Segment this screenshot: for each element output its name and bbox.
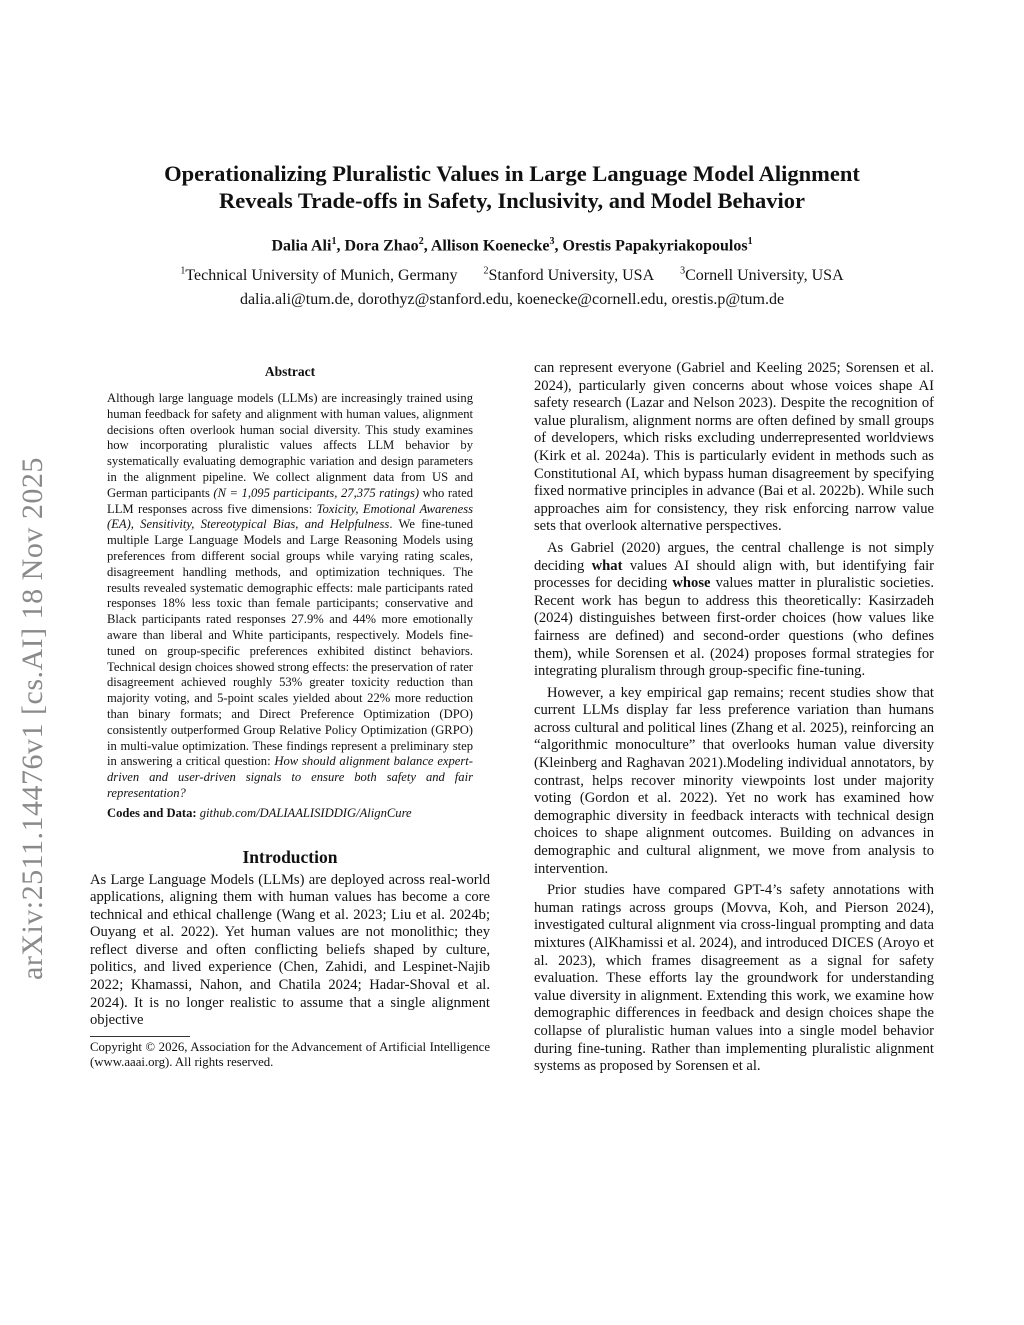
author-separator: , <box>554 237 563 255</box>
abstract-text: Although large language models (LLMs) are increasingly trained using human feedback for safety and alignment with human values, alignment decisions often overlook human social diversity. This study examines how incorporating pluralistic values affects LLM behavior by systematically evaluating demographic variation and design parameters in the alignment pipeline. We collect alignment data from US and German participants <box>107 391 473 500</box>
affiliation <box>680 267 844 284</box>
abstract-paragraph <box>107 391 473 802</box>
body-bold-text: what <box>591 557 623 574</box>
abstract-italic-text: Toxicity, Emotional Awareness (EA), Sensitivity, Stereotypical Bias, and Helpfulness <box>107 501 473 532</box>
author-name: Allison Koenecke <box>430 237 550 255</box>
abstract-italic-text: (N = 1,095 participants, 27,375 ratings) <box>213 485 420 500</box>
abstract-italic-text: How should alignment balance expert-driven and user-driven signals to ensure both safety and fair representation? <box>107 754 473 800</box>
author-affil-mark: 1 <box>747 236 753 247</box>
author-name: Dora Zhao <box>344 237 419 255</box>
title-line-2: Reveals Trade-offs in Safety, Inclusivity, and Model Behavior <box>218 188 806 213</box>
body-bold-text: whose <box>672 575 711 592</box>
author-separator: , <box>336 237 345 255</box>
affiliation-mark: 1 <box>180 265 186 277</box>
codes-and-data <box>107 806 473 822</box>
introduction-right-body <box>534 360 934 1076</box>
abstract-body <box>107 391 473 802</box>
affiliation-list <box>100 260 924 285</box>
title-block <box>100 160 924 310</box>
author-emails: dalia.ali@tum.de, dorothyz@stanford.edu, koenecke@cornell.edu, orestis.p@tum.de <box>239 290 785 308</box>
title-line-1: Operationalizing Pluralistic Values in Large Language Model Alignment <box>164 161 860 186</box>
author-list <box>100 232 924 256</box>
affiliation-mark: 2 <box>483 265 489 277</box>
abstract-text: who rated LLM responses across five dimensions: <box>107 485 473 516</box>
affiliation-name: Technical University of Munich, Germany <box>185 266 458 284</box>
abstract-text: . We fine-tuned multiple Large Language Models and Large Reasoning Models using preferences from different social groups while varying rating scales, disagreement handling methods, and optimization techniques. The results revealed systematic demographic effects: male participants rated responses 18% less toxic than female participants; conservative and Black participants rated responses 27.9% and 44% more emotionally aware than liberal and White participants, respectively. Models fine-tuned on group-specific preferences exhibited distinct behaviors. Technical design choices showed strong effects: the preservation of rater disagreement achieved roughly 53% greater toxicity reduction than majority voting, and 5-point scales yielded about 22% more reduction than binary formats; and Direct Preference Optimization (DPO) consistently outperformed Group Relative Policy Optimization (GRPO) in multi-value optimization. These findings represent a preliminary step in answering a critical question: <box>107 517 473 769</box>
body-paragraph: As Large Language Models (LLMs) are deployed across real-world applications, aligning them with human values has become a core technical and ethical challenge (Wang et al. 2023; Liu et al. 2024b; Ouyang et al. 2022). Yet human values are not monolithic; they reflect diverse and often conflicting beliefs shaped by culture, politics, and lived experience (Chen, Zahidi, and Lespinet-Najib 2022; Khamassi, Nahon, and Chatila 2024; Hadar-Shoval et al. 2024). It is no longer realistic to assume that a single alignment objective <box>90 871 490 1029</box>
introduction-heading: Introduction <box>242 846 338 867</box>
arxiv-side-label: arXiv:2511.14476v1 [cs.AI] 18 Nov 2025 <box>16 457 49 980</box>
copyright-footnote: Copyright © 2026, Association for the Advancement of Artificial Intelligence (www.aaai.org). All rights reserved. <box>90 1039 490 1070</box>
affiliation-name: Cornell University, USA <box>685 266 844 284</box>
body-text: As Gabriel (2020) argues, the central challenge is not simply deciding <box>534 539 934 574</box>
body-text: values matter in pluralistic societies. Recent work has begun to address this theoretically: Kasirzadeh (2024) distinguishes between first-order choices (how values like fairness are defined) and second-order questions (who defines them), while Sorensen et al. (2024) proposes formal strategies for integrating pluralism through group-specific fine-tuning. <box>534 575 934 680</box>
left-column <box>90 360 490 1071</box>
paper-title <box>100 160 924 214</box>
body-paragraph: However, a key empirical gap remains; recent studies show that current LLMs display far less preference variation than humans across cultural and political lines (Zhang et al. 2025), reinforcing an “algorithmic monoculture” that overlooks human value diversity (Kleinberg and Raghavan 2021).Modeling individual annotators, by contrast, helps recover minority viewpoints lost under majority voting (Gordon et al. 2022). Yet no work has examined how demographic diversity in feedback interacts with technical design choices to shape alignment outcomes. Building on advances in demographic and cultural alignment, we move from analysis to intervention. <box>534 684 934 877</box>
author-name: Orestis Papakyriakopoulos <box>562 237 748 255</box>
footnote-rule <box>90 1036 190 1037</box>
right-column <box>534 360 934 1080</box>
body-paragraph <box>534 540 934 681</box>
codes-label: Codes and Data: <box>107 805 197 820</box>
body-paragraph: Prior studies have compared GPT-4’s safety annotations with human ratings across groups (Movva, Koh, and Pierson 2024), investigated cultural alignment via cross-lingual prompting and data mixtures (AlKhamissi et al. 2024), and introduced DICES (Aroyo et al. 2023), which frames disagreement as a signal for safety evaluation. These efforts lay the groundwork for understanding value diversity in alignment. Extending this work, we examine how demographic differences in feedback and design choices shape the collapse of pluralistic human values into a single model behavior during fine-tuning. Rather than implementing pluralistic alignment systems as proposed by Sorensen et al. <box>534 882 934 1075</box>
body-text: values AI should align with, but identifying fair processes for deciding <box>534 557 934 592</box>
affiliation <box>180 267 457 284</box>
author-affil-mark: 3 <box>549 236 555 247</box>
author-affil-mark: 1 <box>331 236 337 247</box>
affiliation-mark: 3 <box>680 265 686 277</box>
codes-link[interactable]: github.com/DALIAALISIDDIG/AlignCure <box>199 805 412 820</box>
introduction-left-body <box>90 872 490 1030</box>
abstract-heading: Abstract <box>264 364 316 379</box>
author-name: Dalia Ali <box>271 237 332 255</box>
affiliation-name: Stanford University, USA <box>488 266 655 284</box>
affiliation <box>484 267 655 284</box>
author-separator: , <box>423 237 431 255</box>
author-affil-mark: 2 <box>418 236 424 247</box>
body-paragraph: can represent everyone (Gabriel and Keeling 2025; Sorensen et al. 2024), particularly given concerns about whose voices shape AI safety research (Lazar and Nelson 2023). Despite the recognition of value pluralism, alignment norms are often defined by small groups of developers, which risks excluding underrepresented worldviews (Kirk et al. 2024a). This is particularly evident in methods such as Constitutional AI, which bypass human disagreement by specifying fixed normative principles in advance (Bai et al. 2022b). While such approaches aim for consistency, they risk enforcing narrow value sets that overlook alternative perspectives. <box>534 360 934 535</box>
